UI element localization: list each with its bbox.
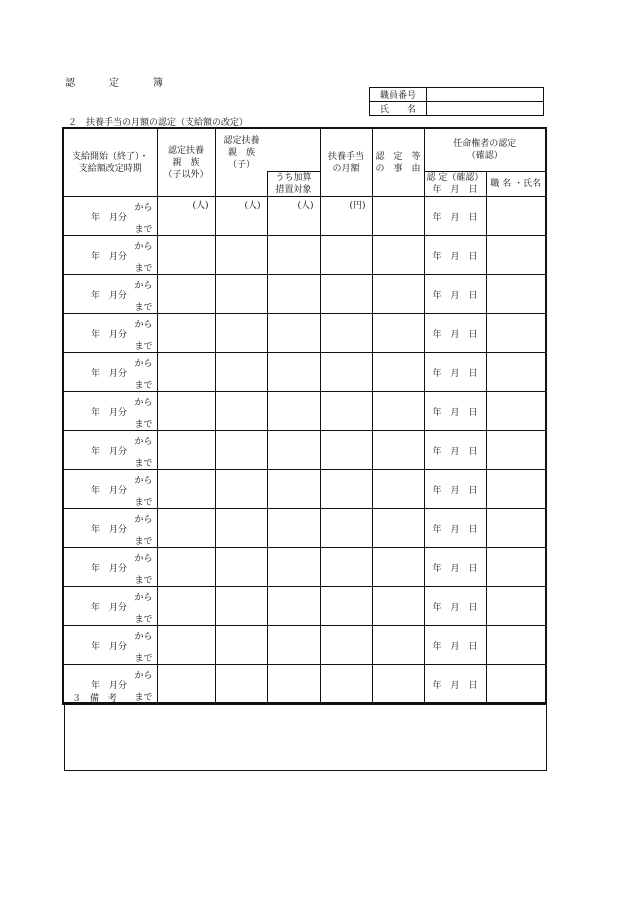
auth-name-cell[interactable] (486, 431, 546, 470)
table-row (63, 314, 546, 353)
dependents-child-cell[interactable] (215, 392, 267, 431)
dependents-other-cell[interactable] (157, 197, 215, 236)
dependents-other-cell[interactable] (157, 626, 215, 665)
year-month-label: 年 月分 (91, 408, 128, 418)
section2-heading: ２ 扶養手当の月額の認定（支給額の改定） (68, 118, 249, 128)
page-title (65, 74, 163, 89)
dependents-other-cell[interactable] (157, 587, 215, 626)
employee-id-field[interactable] (427, 88, 544, 102)
year-month-label: 年 月分 (91, 447, 128, 457)
period-cell[interactable] (63, 392, 157, 431)
addition-cell[interactable] (267, 353, 320, 392)
from-label: から (134, 320, 153, 330)
to-label: まで (134, 225, 153, 235)
year-month-label: 年 月分 (91, 252, 128, 262)
monthly-amount-cell[interactable] (320, 275, 372, 314)
reason-cell[interactable] (372, 587, 424, 626)
dependents-other-cell[interactable] (157, 431, 215, 470)
reason-cell[interactable] (372, 353, 424, 392)
reason-cell[interactable] (372, 314, 424, 353)
to-label: まで (134, 459, 153, 469)
employee-name-label: 氏 名 (370, 102, 427, 116)
auth-date-cell[interactable]: 年 月 日 (424, 353, 486, 392)
unit-person: (人) (297, 201, 314, 211)
unit-person: (人) (192, 201, 209, 211)
header-auth-date: 認 定（確認） 年 月 日 (424, 172, 486, 197)
from-label: から (134, 671, 153, 681)
auth-name-cell[interactable] (486, 470, 546, 509)
header-reason: 認 定 等 の 事 由 (372, 128, 424, 197)
dependents-other-cell[interactable] (157, 548, 215, 587)
reason-cell[interactable] (372, 236, 424, 275)
employee-name-field[interactable] (427, 102, 544, 116)
title-char: 簿 (153, 78, 163, 89)
period-cell[interactable] (63, 470, 157, 509)
title-char: 認 (65, 78, 75, 89)
monthly-amount-cell[interactable] (320, 587, 372, 626)
to-label: まで (134, 420, 153, 430)
dependents-other-cell[interactable] (157, 470, 215, 509)
auth-date-cell[interactable]: 年 月 日 (424, 587, 486, 626)
dependents-child-cell[interactable] (215, 431, 267, 470)
from-label: から (134, 359, 153, 369)
addition-cell[interactable] (267, 275, 320, 314)
employee-id-label: 職員番号 (370, 88, 427, 102)
header-authority: 任命権者の認定 （確認） (424, 128, 546, 172)
year-month-label: 年 月分 (91, 525, 128, 535)
monthly-amount-cell[interactable] (320, 548, 372, 587)
auth-date-cell[interactable]: 年 月 日 (424, 470, 486, 509)
allowance-table (62, 127, 547, 705)
addition-cell[interactable] (267, 470, 320, 509)
period-cell[interactable] (63, 509, 157, 548)
year-month-label: 年 月分 (91, 681, 128, 691)
dependents-child-cell[interactable] (215, 665, 267, 705)
monthly-amount-cell[interactable] (320, 353, 372, 392)
addition-cell[interactable] (267, 236, 320, 275)
auth-date-cell[interactable]: 年 月 日 (424, 431, 486, 470)
reason-cell[interactable] (372, 626, 424, 665)
auth-name-cell[interactable] (486, 314, 546, 353)
dependents-child-cell[interactable] (215, 509, 267, 548)
period-cell[interactable] (63, 197, 157, 236)
from-label: から (134, 593, 153, 603)
addition-cell[interactable] (267, 197, 320, 236)
from-label: から (134, 242, 153, 252)
table-row (63, 236, 546, 275)
auth-date-cell[interactable]: 年 月 日 (424, 197, 486, 236)
auth-date-cell[interactable]: 年 月 日 (424, 548, 486, 587)
monthly-amount-cell[interactable] (320, 314, 372, 353)
dependents-child-cell[interactable] (215, 275, 267, 314)
auth-date-cell[interactable]: 年 月 日 (424, 275, 486, 314)
table-row (63, 353, 546, 392)
dependents-child-cell[interactable] (215, 626, 267, 665)
auth-date-cell[interactable]: 年 月 日 (424, 236, 486, 275)
dependents-other-cell[interactable] (157, 236, 215, 275)
dependents-other-cell[interactable] (157, 275, 215, 314)
header-period: 支給開始（終了）・ 支給額改定時期 (63, 128, 157, 197)
auth-date-cell[interactable]: 年 月 日 (424, 626, 486, 665)
dependents-other-cell[interactable] (157, 665, 215, 705)
reason-cell[interactable] (372, 431, 424, 470)
dependents-child-cell[interactable] (215, 314, 267, 353)
auth-date-cell[interactable]: 年 月 日 (424, 509, 486, 548)
monthly-amount-cell[interactable] (320, 470, 372, 509)
employee-id-box (369, 87, 544, 116)
from-label: から (134, 515, 153, 525)
addition-cell[interactable] (267, 665, 320, 705)
unit-person: (人) (244, 201, 261, 211)
reason-cell[interactable] (372, 548, 424, 587)
auth-name-cell[interactable] (486, 548, 546, 587)
reason-cell[interactable] (372, 392, 424, 431)
dependents-other-cell[interactable] (157, 509, 215, 548)
to-label: まで (134, 615, 153, 625)
to-label: まで (134, 576, 153, 586)
remarks-box[interactable] (64, 702, 547, 771)
from-label: から (134, 398, 153, 408)
reason-cell[interactable] (372, 275, 424, 314)
year-month-label: 年 月分 (91, 642, 128, 652)
monthly-amount-cell[interactable] (320, 392, 372, 431)
auth-name-cell[interactable] (486, 509, 546, 548)
monthly-amount-cell[interactable] (320, 197, 372, 236)
table-row (63, 470, 546, 509)
reason-cell[interactable] (372, 470, 424, 509)
from-label: から (134, 554, 153, 564)
dependents-child-cell[interactable] (215, 548, 267, 587)
year-month-label: 年 月分 (91, 330, 128, 340)
dependents-child-cell[interactable] (215, 587, 267, 626)
auth-date-cell[interactable]: 年 月 日 (424, 392, 486, 431)
period-cell[interactable] (63, 626, 157, 665)
header-dependents-other: 認定扶養 親 族 （子以外） (157, 128, 215, 197)
period-cell[interactable] (63, 587, 157, 626)
to-label: まで (134, 342, 153, 352)
from-label: から (134, 281, 153, 291)
monthly-amount-cell[interactable] (320, 626, 372, 665)
table-row (63, 665, 546, 705)
addition-cell[interactable] (267, 626, 320, 665)
period-cell[interactable] (63, 236, 157, 275)
table-row (63, 197, 546, 236)
table-row (63, 626, 546, 665)
dependents-child-cell[interactable] (215, 470, 267, 509)
to-label: まで (134, 693, 153, 703)
period-cell[interactable] (63, 275, 157, 314)
table-row (63, 509, 546, 548)
period-cell[interactable] (63, 353, 157, 392)
dependents-other-cell[interactable] (157, 353, 215, 392)
addition-cell[interactable] (267, 509, 320, 548)
addition-cell[interactable] (267, 392, 320, 431)
addition-cell[interactable] (267, 548, 320, 587)
auth-name-cell[interactable] (486, 626, 546, 665)
table-row (63, 275, 546, 314)
to-label: まで (134, 264, 153, 274)
to-label: まで (134, 537, 153, 547)
table-row (63, 431, 546, 470)
from-label: から (134, 476, 153, 486)
auth-name-cell[interactable] (486, 353, 546, 392)
year-month-label: 年 月分 (91, 291, 128, 301)
period-cell[interactable] (63, 314, 157, 353)
table-row (63, 587, 546, 626)
reason-cell[interactable] (372, 509, 424, 548)
auth-name-cell[interactable] (486, 197, 546, 236)
auth-name-cell[interactable] (486, 236, 546, 275)
to-label: まで (134, 498, 153, 508)
year-month-label: 年 月分 (91, 369, 128, 379)
addition-cell[interactable] (267, 587, 320, 626)
auth-name-cell[interactable] (486, 587, 546, 626)
reason-cell[interactable] (372, 665, 424, 705)
table-row (63, 548, 546, 587)
header-addition: うち加算 措置対象 (267, 172, 320, 197)
dependents-child-cell[interactable] (215, 197, 267, 236)
from-label: から (134, 632, 153, 642)
to-label: まで (134, 654, 153, 664)
header-dependents-child-sub (215, 172, 267, 197)
auth-date-cell[interactable]: 年 月 日 (424, 314, 486, 353)
auth-name-cell[interactable] (486, 275, 546, 314)
monthly-amount-cell[interactable] (320, 665, 372, 705)
dependents-other-cell[interactable] (157, 392, 215, 431)
header-monthly-amount: 扶養手当 の月額 (320, 128, 372, 197)
table-row (63, 392, 546, 431)
year-month-label: 年 月分 (91, 603, 128, 613)
auth-name-cell[interactable] (486, 665, 546, 705)
to-label: まで (134, 381, 153, 391)
dependents-child-cell[interactable] (215, 236, 267, 275)
from-label: から (134, 203, 153, 213)
to-label: まで (134, 303, 153, 313)
reason-cell[interactable] (372, 197, 424, 236)
monthly-amount-cell[interactable] (320, 509, 372, 548)
from-label: から (134, 437, 153, 447)
year-month-label: 年 月分 (91, 213, 128, 223)
period-cell[interactable] (63, 431, 157, 470)
addition-cell[interactable] (267, 431, 320, 470)
monthly-amount-cell[interactable] (320, 236, 372, 275)
monthly-amount-cell[interactable] (320, 431, 372, 470)
year-month-label: 年 月分 (91, 486, 128, 496)
addition-cell[interactable] (267, 314, 320, 353)
dependents-child-cell[interactable] (215, 353, 267, 392)
period-cell[interactable] (63, 548, 157, 587)
auth-name-cell[interactable] (486, 392, 546, 431)
section3-heading: ３ 備 考 (72, 694, 118, 704)
header-auth-name: 職 名 ・氏名 (486, 172, 546, 197)
title-char: 定 (109, 78, 119, 89)
unit-yen: (円) (349, 201, 366, 211)
dependents-other-cell[interactable] (157, 314, 215, 353)
header-dependents-child: 認定扶養 親 族 （子） (215, 128, 320, 172)
year-month-label: 年 月分 (91, 564, 128, 574)
auth-date-cell[interactable]: 年 月 日 (424, 665, 486, 705)
